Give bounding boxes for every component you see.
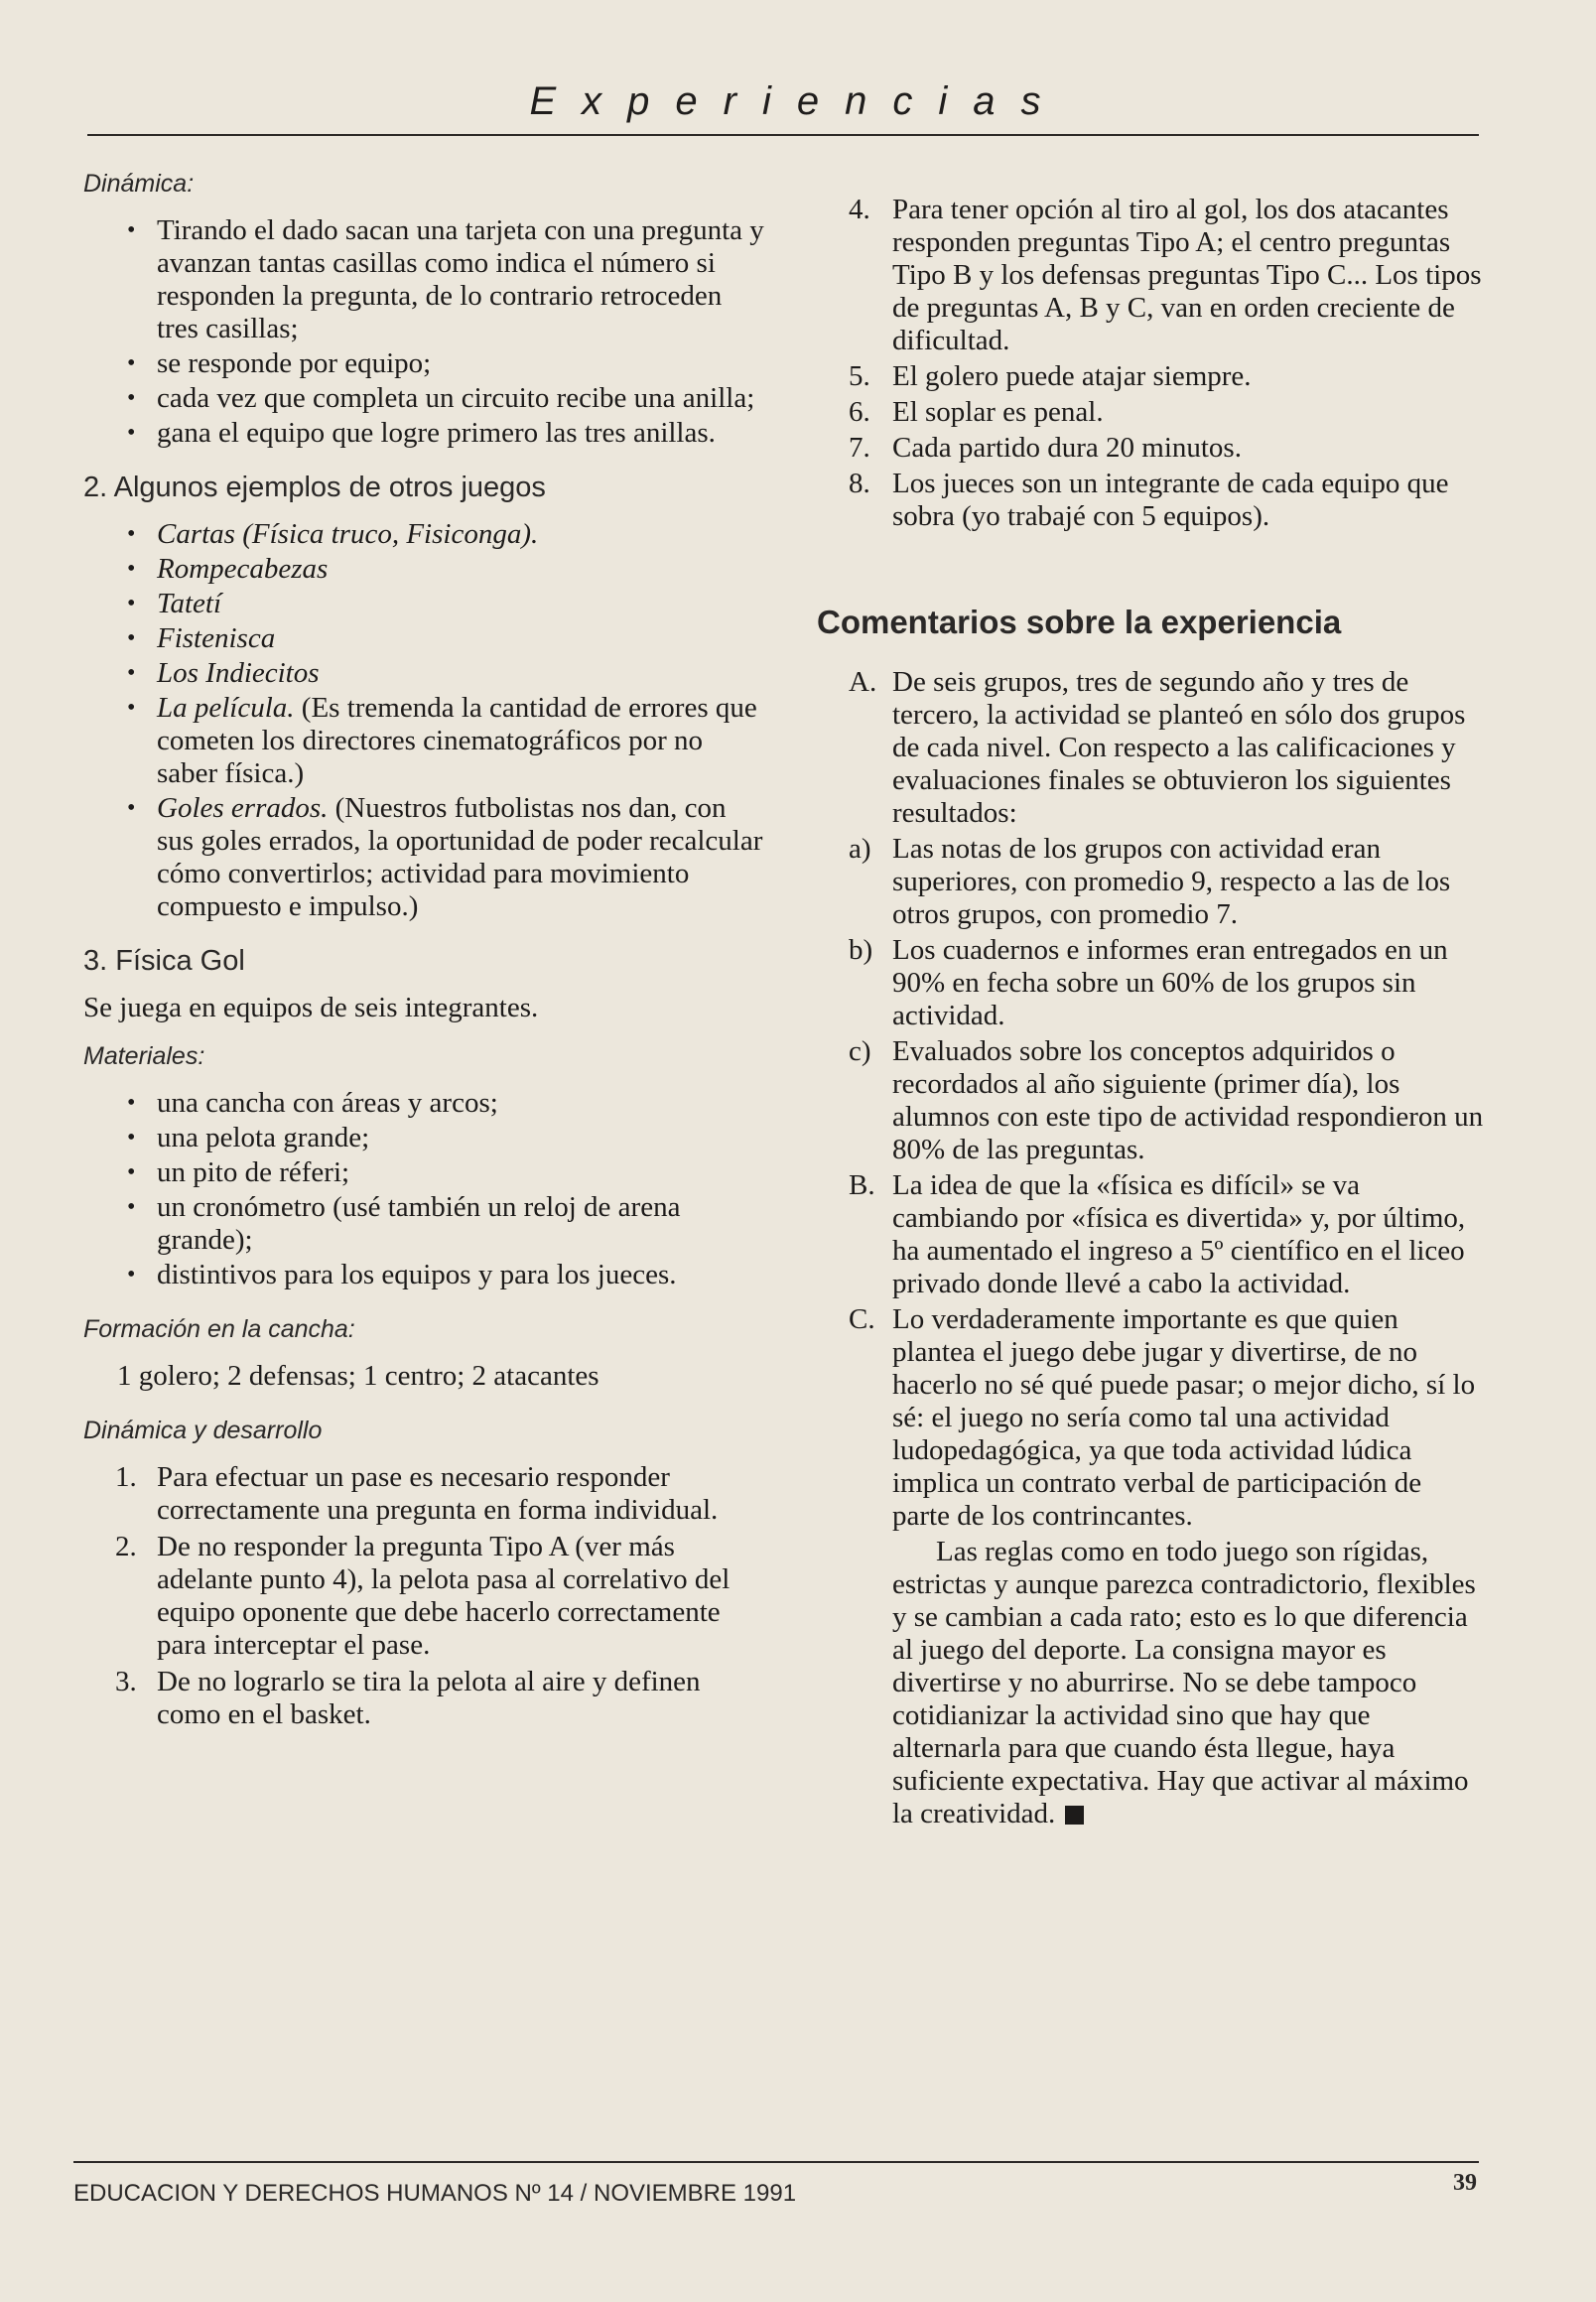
game-title: La película. xyxy=(157,692,295,724)
end-of-article-mark xyxy=(1065,1806,1084,1825)
list-item: • Tirando el dado sacan una tarjeta con una pregunta y avanzan tantas casillas como indica el número si responden la pregunta, de lo contrario retroceden tres casillas; xyxy=(157,214,768,345)
game-title: Cartas xyxy=(157,518,235,550)
footer-rule xyxy=(73,2161,1479,2163)
list-item: • gana el equipo que logre primero las tres anillas. xyxy=(157,417,768,450)
list-item xyxy=(157,692,768,790)
comentarios-list xyxy=(849,666,1484,1533)
list-item: • una pelota grande; xyxy=(157,1122,768,1154)
item-marker: B. xyxy=(849,1169,875,1201)
publication-footer: EDUCACION Y DERECHOS HUMANOS Nº 14 / NOVIEMBRE 1991 xyxy=(73,2180,797,2207)
list-item xyxy=(849,833,1484,931)
item-text: El golero puede atajar siempre. xyxy=(892,360,1252,392)
game-description: (Nuestros futbolistas nos dan, con sus goles errados, la oportunidad de poder recalcular cómo convertirlos; actividad para movimiento compuesto e impulso.) xyxy=(157,792,763,922)
item-number: 4. xyxy=(849,194,870,225)
dinamica-heading: Dinámica: xyxy=(83,170,195,198)
item-number: 1. xyxy=(115,1461,137,1493)
reglas-list-left xyxy=(83,1461,768,1731)
list-item xyxy=(849,666,1484,830)
materiales-list xyxy=(83,1087,768,1291)
item-text: Evaluados sobre los conceptos adquiridos o recordados al año siguiente (primer día), los alumnos con este tipo de actividad respondieron un 80% de las preguntas. xyxy=(892,1035,1484,1165)
game-title: Rompecabezas xyxy=(157,553,329,585)
list-item xyxy=(849,468,1484,533)
item-text: De seis grupos, tres de segundo año y tres de tercero, la actividad se planteó en sólo dos grupos de cada nivel. Con respecto a las calificaciones y evaluaciones finales se obtuvieron los siguientes resultados: xyxy=(892,666,1466,829)
item-text: Para efectuar un pase es necesario responder correctamente una pregunta en forma individual. xyxy=(157,1461,719,1526)
list-item: • un cronómetro (usé también un reloj de arena grande); xyxy=(157,1191,768,1257)
item-marker: a) xyxy=(849,833,871,865)
list-item xyxy=(157,588,768,620)
list-item xyxy=(849,1303,1484,1533)
list-item: • se responde por equipo; xyxy=(157,347,768,380)
list-item xyxy=(157,792,768,923)
formacion-heading: Formación en la cancha: xyxy=(83,1315,355,1343)
list-item: • una cancha con áreas y arcos; xyxy=(157,1087,768,1120)
game-title: Los Indiecitos xyxy=(157,657,320,689)
item-number: 7. xyxy=(849,432,870,464)
right-column xyxy=(817,194,1484,1830)
list-item xyxy=(115,1531,768,1662)
closing-paragraph xyxy=(849,1536,1484,1830)
game-title: Fistenisca xyxy=(157,622,276,654)
list-item xyxy=(849,360,1484,393)
dinamica-list xyxy=(83,214,768,450)
item-number: 3. xyxy=(115,1666,137,1697)
page-number: 39 xyxy=(1453,2170,1477,2196)
item-number: 6. xyxy=(849,396,870,428)
item-text: La idea de que la «física es difícil» se va cambiando por «física es divertida» y, por último, ha aumentado el ingreso a 5º científico en el liceo privado donde llevé a cabo la actividad. xyxy=(892,1169,1466,1299)
closing-text: Las reglas como en todo juego son rígidas, estrictas y aunque parezca contradictorio, flexibles y se cambian a cada rato; esto es lo que diferencia al juego del deporte. La consigna mayor es divertirse y no aburrirse. No se debe tampoco cotidianizar la actividad sino que hay que alternarla para que cuando ésta llegue, haya suficiente expectativa. Hay que activar al máximo la creatividad. xyxy=(892,1536,1476,1829)
item-text: Cada partido dura 20 minutos. xyxy=(892,432,1242,464)
item-text: De no lograrlo se tira la pelota al aire y definen como en el basket. xyxy=(157,1666,701,1730)
section-2-heading: 2. Algunos ejemplos de otros juegos xyxy=(83,472,546,503)
list-item xyxy=(849,194,1484,357)
item-marker: c) xyxy=(849,1035,871,1067)
item-number: 5. xyxy=(849,360,870,392)
item-number: 8. xyxy=(849,468,870,499)
game-title: Goles errados. xyxy=(157,792,329,824)
left-column xyxy=(83,164,768,1735)
list-item xyxy=(157,657,768,690)
item-marker: A. xyxy=(849,666,877,698)
item-number: 2. xyxy=(115,1531,137,1562)
game-description: (Es tremenda la cantidad de errores que cometen los directores cinematográficos por no saber física.) xyxy=(157,692,757,789)
list-item: • distintivos para los equipos y para los jueces. xyxy=(157,1259,768,1291)
item-text: Lo verdaderamente importante es que quien plantea el juego debe jugar y divertirse, de no hacerlo no sé qué puede pasar; o mejor dicho, sí lo sé: el juego no sería como tal una actividad ludopedagógica, ya que toda actividad lúdica implica un contrato verbal de participación de parte de los contrincantes. xyxy=(892,1303,1476,1532)
materiales-heading: Materiales: xyxy=(83,1042,205,1070)
list-item xyxy=(849,1035,1484,1166)
game-title: Tatetí xyxy=(157,588,222,619)
ejemplos-list xyxy=(83,518,768,923)
item-marker: b) xyxy=(849,934,873,966)
item-marker: C. xyxy=(849,1303,875,1335)
list-item xyxy=(849,1169,1484,1300)
comentarios-heading: Comentarios sobre la experiencia xyxy=(817,604,1342,640)
game-description: (Física truco, Fisiconga). xyxy=(234,518,539,550)
reglas-list-right xyxy=(849,194,1484,533)
item-text: De no responder la pregunta Tipo A (ver más adelante punto 4), la pelota pasa al correlativo del equipo oponente que debe hacerlo correctamente para interceptar el pase. xyxy=(157,1531,731,1661)
list-item xyxy=(157,518,768,551)
list-item xyxy=(157,553,768,586)
list-item: • un pito de réferi; xyxy=(157,1156,768,1189)
item-text: El soplar es penal. xyxy=(892,396,1104,428)
section-3-heading: 3. Física Gol xyxy=(83,945,245,977)
list-item xyxy=(115,1666,768,1731)
item-text: Los cuadernos e informes eran entregados en un 90% en fecha sobre un 60% de los grupos sin actividad. xyxy=(892,934,1448,1031)
list-item: • cada vez que completa un circuito recibe una anilla; xyxy=(157,382,768,415)
dinamica-desarrollo-heading: Dinámica y desarrollo xyxy=(83,1417,323,1444)
list-item xyxy=(849,934,1484,1032)
running-header: Experiencias xyxy=(529,79,1067,123)
item-text: Los jueces son un integrante de cada equipo que sobra (yo trabajé con 5 equipos). xyxy=(892,468,1449,532)
list-item xyxy=(157,622,768,655)
header-rule xyxy=(87,134,1479,136)
item-text: Las notas de los grupos con actividad eran superiores, con promedio 9, respecto a las de los otros grupos, con promedio 7. xyxy=(892,833,1451,930)
section-3-intro: Se juega en equipos de seis integrantes. xyxy=(83,992,539,1023)
list-item xyxy=(115,1461,768,1527)
list-item xyxy=(849,432,1484,465)
list-item xyxy=(849,396,1484,429)
formacion-text: 1 golero; 2 defensas; 1 centro; 2 atacantes xyxy=(117,1360,599,1392)
item-text: Para tener opción al tiro al gol, los dos atacantes responden preguntas Tipo A; el centro preguntas Tipo B y los defensas preguntas Tipo C... Los tipos de preguntas A, B y C, van en orden creciente de dificultad. xyxy=(892,194,1482,356)
